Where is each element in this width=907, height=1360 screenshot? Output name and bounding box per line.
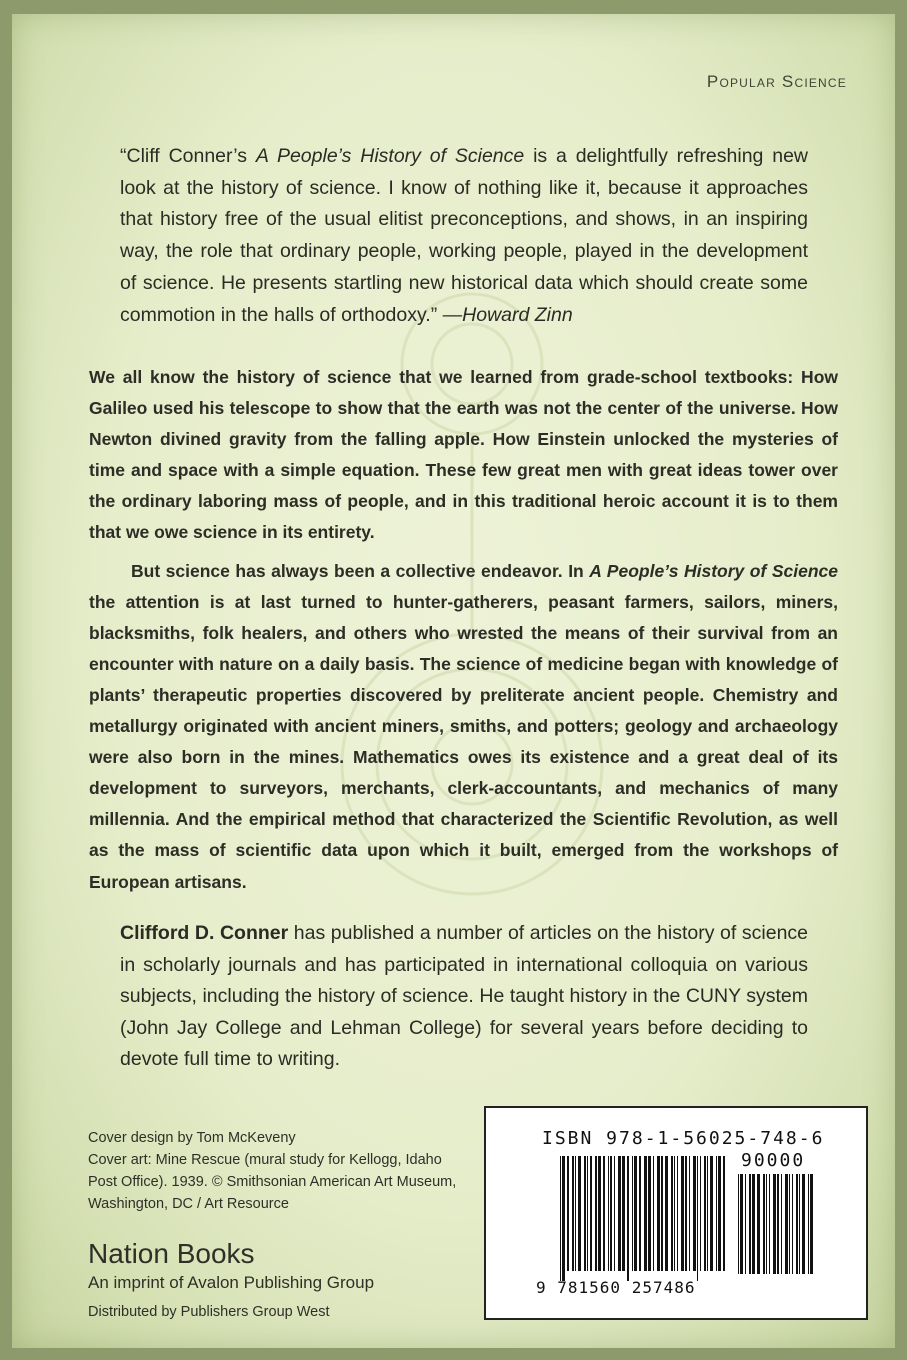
barcode-bar: [766, 1174, 767, 1274]
barcode-bar: [567, 1156, 569, 1271]
barcode-bar: [685, 1156, 687, 1271]
barcode-bar: [560, 1156, 561, 1281]
barcode-bar: [799, 1174, 800, 1274]
publisher-name: Nation Books: [88, 1238, 255, 1269]
barcode-bar: [693, 1156, 696, 1271]
paragraph2-rest: the attention is at last turned to hunter-gatherers, peasant farmers, sailors, miners, blacksmiths, folk healers, and others who wrested the means of their survival from an encounter with nature on a daily basis. The science of medicine began with knowledge of plants’ therapeutic properties discovered by preliterate ancient people. Chemistry and metallurgy originated with ancient miners, smiths, and potters; geology and archaeology were also born in the mines. Mathematics owes its existence and a great deal of its development to surveyors, merchants, clerk-accountants, and mechanics of many millennia. And the empirical method that characterized the Scientific Revolution, as well as the mass of scientific data upon which it built, emerged from the workshops of European artisans.: [89, 591, 838, 892]
barcode-bar: [773, 1174, 776, 1274]
book-description: [89, 362, 838, 898]
barcode-bar: [595, 1156, 597, 1271]
barcode-bar: [657, 1156, 660, 1271]
barcode-bar: [674, 1156, 675, 1271]
barcode-bar: [632, 1156, 633, 1271]
barcode-bar: [610, 1156, 612, 1271]
author-bio-text: has published a number of articles on the history of science in scholarly journals and has participated in international colloquia on various subjects, including the history of science. He taught history in the CUNY system (John Jay College and Lehman College) for several years before deciding to devote full time to writing.: [120, 922, 809, 1070]
barcode-bar: [627, 1156, 629, 1281]
barcode-bar: [738, 1174, 739, 1274]
barcode-bar: [700, 1156, 701, 1271]
barcode-bar: [578, 1156, 581, 1271]
ean-digits: 9 781560 257486: [536, 1278, 696, 1297]
barcode-bar: [763, 1174, 765, 1274]
quote-text: is a delightfully refreshing new look at the history of science. I know of nothing like it, because it approaches that history free of the usual elitist preconceptions, and shows, in an inspiring way, the role that ordinary people, working people, played in the development of science. He presents startling new historical data which should create some commotion in the halls of orthodoxy.”: [120, 145, 809, 326]
barcode-bar: [671, 1156, 673, 1271]
barcode-bar: [661, 1156, 663, 1271]
barcode-bar: [749, 1174, 751, 1274]
barcode-bar: [769, 1174, 770, 1274]
barcode-bar: [810, 1174, 813, 1274]
barcode-bar: [716, 1156, 717, 1271]
description-paragraph-1: We all know the history of science that we learned from grade-school textbooks: How Galileo used his telescope to show that the earth was not the center of the universe. How Newton divined gravity from the falling apple. How Einstein unlocked the mysteries of time and space with a simple equation. These few great men with great ideas tower over the ordinary laboring mass of people, and in this traditional heroic account it is to them that we owe science in its entirety.: [89, 367, 838, 543]
barcode-bar: [622, 1156, 625, 1271]
barcode-bar: [704, 1156, 706, 1271]
barcode-bar: [634, 1156, 637, 1271]
barcode-bar: [792, 1174, 793, 1274]
endorsement-quote: [120, 141, 808, 331]
barcode-main-bars: [558, 1156, 728, 1281]
barcode-addon-bars: [736, 1174, 816, 1279]
paragraph2-book-title: A People’s History of Science: [589, 560, 838, 581]
barcode-bar: [777, 1174, 779, 1274]
barcode-bar: [590, 1156, 592, 1271]
barcode-bar: [740, 1174, 743, 1274]
barcode-bar: [796, 1174, 798, 1274]
barcode-bar: [808, 1174, 809, 1274]
description-paragraph-2: [89, 556, 838, 898]
barcode-bar: [745, 1174, 746, 1274]
isbn-barcode: [484, 1106, 868, 1320]
barcode-bar: [587, 1156, 588, 1271]
barcode-bar: [785, 1174, 788, 1274]
quote-book-title: A People’s History of Science: [255, 145, 525, 167]
barcode-bar: [781, 1174, 782, 1274]
barcode-bar: [665, 1156, 668, 1271]
cover-art-credit-line-2: Post Office). 1939. © Smithsonian American Art Museum,: [88, 1174, 457, 1190]
barcode-bar: [681, 1156, 684, 1271]
barcode-addon-number: 90000: [741, 1150, 806, 1171]
barcode-bar: [562, 1156, 565, 1281]
paragraph2-start: But science has always been a collective endeavor. In: [131, 560, 590, 581]
quote-attribution: —Howard Zinn: [442, 303, 573, 326]
barcode-bar: [707, 1156, 708, 1271]
barcode-bar: [757, 1174, 760, 1274]
cover-credits: [88, 1127, 488, 1215]
barcode-bar: [697, 1156, 698, 1281]
barcode-bar: [653, 1156, 654, 1271]
quote-opening: “Cliff Conner’s: [120, 145, 256, 167]
barcode-bar: [689, 1156, 690, 1271]
barcode-bar: [639, 1156, 641, 1271]
barcode-bar: [618, 1156, 621, 1271]
barcode-bar: [608, 1156, 609, 1271]
distributor-line: Distributed by Publishers Group West: [88, 1304, 330, 1320]
barcode-bar: [677, 1156, 678, 1271]
barcode-bar: [644, 1156, 647, 1271]
barcode-bar: [752, 1174, 755, 1274]
barcode-bar: [614, 1156, 615, 1271]
category-label: Popular Science: [706, 72, 847, 91]
barcode-bar: [648, 1156, 651, 1271]
barcode-bar: [802, 1174, 805, 1274]
barcode-bar: [572, 1156, 574, 1271]
isbn-label: ISBN 978-1-56025-748-6: [542, 1128, 825, 1149]
barcode-bar: [603, 1156, 605, 1271]
author-name: Clifford D. Conner: [120, 922, 289, 944]
barcode-bar: [584, 1156, 586, 1271]
author-bio: [120, 918, 808, 1076]
cover-design-credit: Cover design by Tom McKeveny: [88, 1130, 296, 1146]
publisher-imprint: An imprint of Avalon Publishing Group: [88, 1273, 375, 1292]
barcode-bar: [575, 1156, 576, 1271]
barcode-bar: [710, 1156, 713, 1271]
cover-art-credit-line-1: Cover art: Mine Rescue (mural study for Kellogg, Idaho: [88, 1152, 442, 1168]
barcode-bar: [598, 1156, 601, 1271]
barcode-bar: [723, 1156, 725, 1271]
barcode-bar: [718, 1156, 721, 1271]
cover-art-credit-line-3: Washington, DC / Art Resource: [88, 1196, 289, 1212]
barcode-bar: [789, 1174, 790, 1274]
